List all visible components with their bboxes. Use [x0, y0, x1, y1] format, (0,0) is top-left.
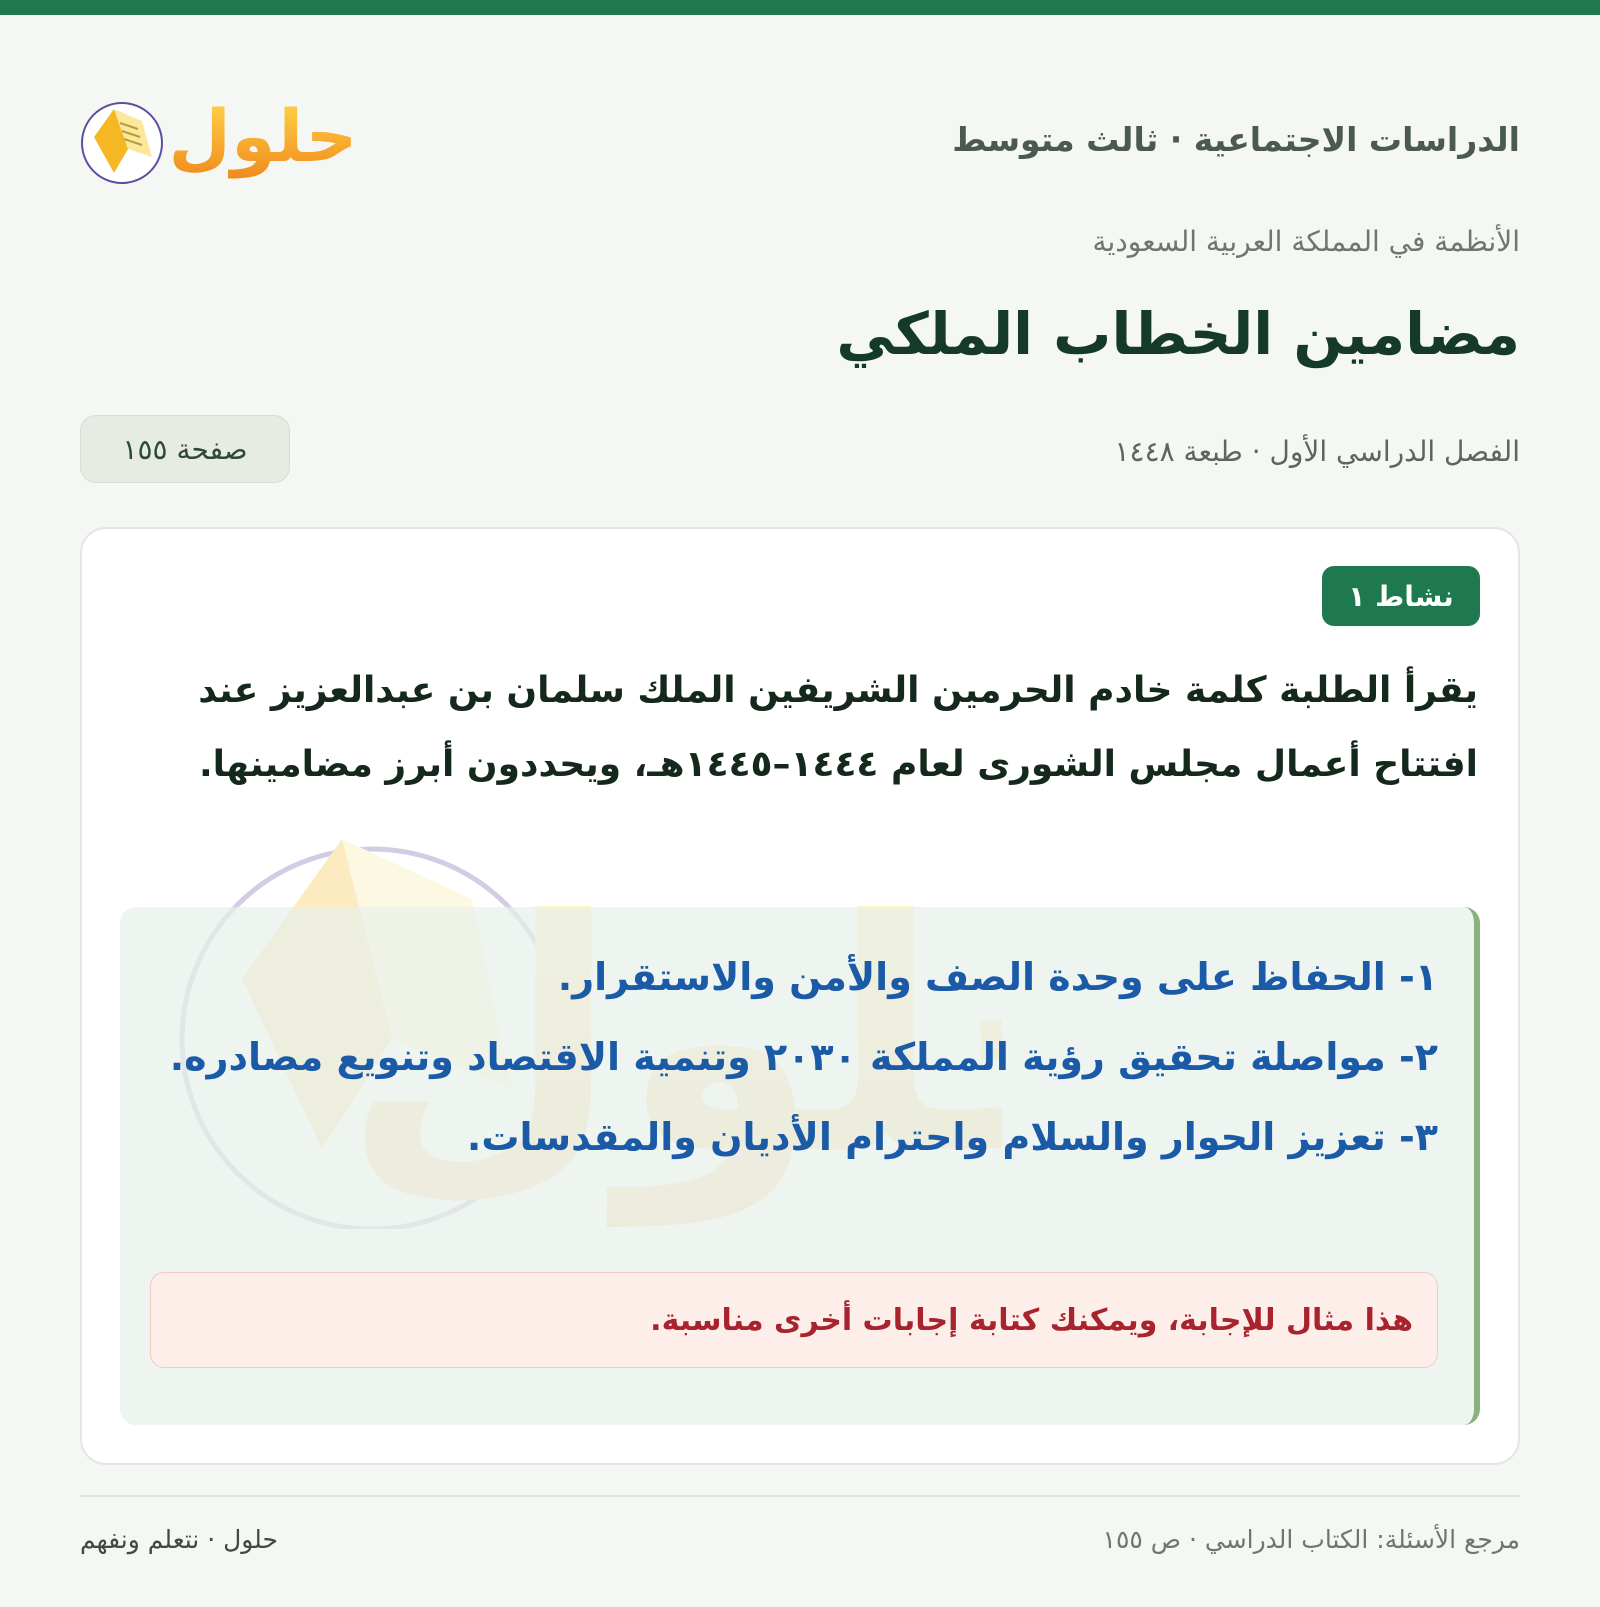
top-accent-bar [0, 0, 1600, 15]
footer-brand[interactable]: حلول · نتعلم ونفهم [80, 1525, 278, 1554]
answer-item: ٣- تعزيز الحوار والسلام واحترام الأديان والمقدسات. [466, 1115, 1438, 1159]
activity-question: يقرأ الطلبة كلمة خادم الحرمين الشريفين الملك سلمان بن عبدالعزيز عند افتتاح أعمال مجلس الشورى لعام ١٤٤٤–١٤٤٥هـ، ويحددون أبرز مضامينها. [198, 670, 1478, 785]
activity-badge: نشاط ١ [1322, 566, 1480, 626]
answer-note: هذا مثال للإجابة، ويمكنك كتابة إجابات أخرى مناسبة. [150, 1272, 1438, 1368]
hulul-logo[interactable] [80, 75, 360, 185]
footer-reference: مرجع الأسئلة: الكتاب الدراسي · ص ١٥٥ [1102, 1525, 1520, 1554]
answer-box [120, 907, 1480, 1425]
unit-title: الأنظمة في المملكة العربية السعودية [1092, 225, 1520, 258]
activity-card [80, 527, 1520, 1465]
answer-item: ٢- مواصلة تحقيق رؤية المملكة ٢٠٣٠ وتنمية الاقتصاد وتنويع مصادره. [169, 1035, 1438, 1079]
footer-divider [80, 1495, 1520, 1497]
logo-wordmark: حلول [168, 94, 358, 178]
answer-list [150, 937, 1438, 1177]
lesson-title: مضامين الخطاب الملكي [836, 300, 1520, 368]
answer-item: ١- الحفاظ على وحدة الصف والأمن والاستقرار. [557, 955, 1438, 999]
header [80, 75, 1520, 185]
book-pencil-icon [82, 103, 162, 183]
page-container [80, 15, 1520, 1607]
meta-row [80, 415, 1520, 487]
page-number-badge: صفحة ١٥٥ [80, 415, 290, 483]
subject-title: الدراسات الاجتماعية · ثالث متوسط [952, 120, 1520, 159]
edition-info: الفصل الدراسي الأول · طبعة ١٤٤٨ [1114, 435, 1520, 468]
